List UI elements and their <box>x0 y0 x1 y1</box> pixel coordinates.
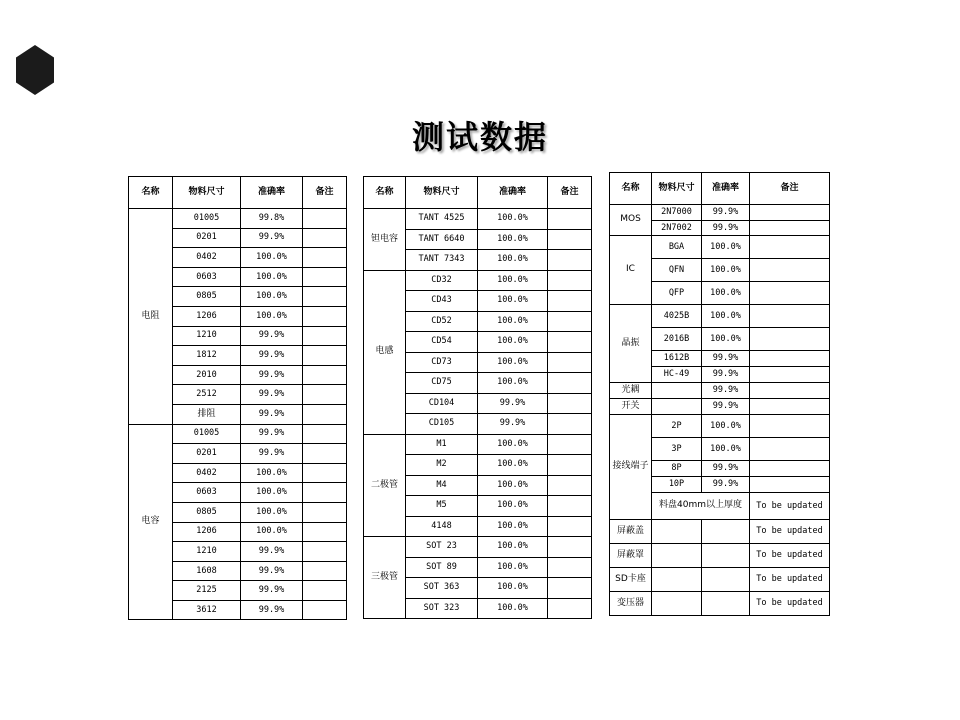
table-row <box>610 205 830 221</box>
rate-cell: 100.0% <box>478 352 548 373</box>
note-cell <box>548 311 592 332</box>
size-cell: CD105 <box>406 414 478 435</box>
note-cell <box>548 578 592 599</box>
note-cell <box>750 351 830 367</box>
note-cell <box>750 328 830 351</box>
category-name: MOS <box>610 205 652 236</box>
size-cell: 2512 <box>173 385 241 405</box>
size-cell: 1206 <box>173 306 241 326</box>
tray-thickness-cell: 料盘40mm以上厚度 <box>652 493 750 520</box>
rate-cell: 100.0% <box>241 483 303 503</box>
rate-cell: 99.9% <box>241 424 303 444</box>
rate-cell <box>702 592 750 616</box>
category-name: 二极管 <box>364 434 406 537</box>
size-cell: 2010 <box>173 365 241 385</box>
note-cell <box>750 415 830 438</box>
note-cell <box>750 383 830 399</box>
size-cell: 1210 <box>173 542 241 562</box>
size-cell: CD75 <box>406 373 478 394</box>
table-row <box>129 424 347 444</box>
header-accuracy: 准确率 <box>241 177 303 209</box>
note-cell <box>548 557 592 578</box>
header-note: 备注 <box>303 177 347 209</box>
note-cell <box>750 461 830 477</box>
category-name: 钽电容 <box>364 209 406 271</box>
note-cell <box>548 537 592 558</box>
test-data-table-resistor-capacitor <box>128 176 347 620</box>
rate-cell: 99.9% <box>241 346 303 366</box>
rate-cell: 100.0% <box>702 328 750 351</box>
note-cell <box>303 502 347 522</box>
table-row <box>364 537 592 558</box>
rate-cell: 100.0% <box>478 250 548 271</box>
rate-cell <box>702 568 750 592</box>
size-cell <box>652 383 702 399</box>
table-row <box>364 434 592 455</box>
rate-cell: 100.0% <box>478 332 548 353</box>
note-cell <box>303 600 347 620</box>
note-cell <box>750 367 830 383</box>
category-name: 电阻 <box>129 209 173 425</box>
note-cell: To be updated <box>750 592 830 616</box>
table-row <box>610 305 830 328</box>
note-cell <box>303 248 347 268</box>
note-cell <box>548 475 592 496</box>
category-name: 屏蔽罩 <box>610 544 652 568</box>
rate-cell: 99.8% <box>241 209 303 229</box>
rate-cell: 99.9% <box>702 383 750 399</box>
table-row <box>129 209 347 229</box>
rate-cell: 100.0% <box>702 305 750 328</box>
rate-cell: 100.0% <box>702 259 750 282</box>
header-size: 物料尺寸 <box>652 173 702 205</box>
size-cell: M5 <box>406 496 478 517</box>
rate-cell: 100.0% <box>241 248 303 268</box>
note-cell <box>303 209 347 229</box>
rate-cell: 100.0% <box>478 229 548 250</box>
rate-cell: 100.0% <box>702 415 750 438</box>
rate-cell: 100.0% <box>478 209 548 230</box>
rate-cell <box>702 544 750 568</box>
size-cell <box>652 399 702 415</box>
size-cell: 01005 <box>173 209 241 229</box>
size-cell: TANT 4525 <box>406 209 478 230</box>
rate-cell: 100.0% <box>241 267 303 287</box>
size-cell: 0402 <box>173 463 241 483</box>
category-name: 三极管 <box>364 537 406 619</box>
rate-cell: 99.9% <box>241 581 303 601</box>
size-cell: 2125 <box>173 581 241 601</box>
size-cell: 4148 <box>406 516 478 537</box>
note-cell: To be updated <box>750 520 830 544</box>
size-cell: CD32 <box>406 270 478 291</box>
size-cell: 3612 <box>173 600 241 620</box>
header-name: 名称 <box>364 177 406 209</box>
rate-cell <box>702 520 750 544</box>
note-cell <box>750 282 830 305</box>
size-cell: 1812 <box>173 346 241 366</box>
rate-cell: 99.9% <box>241 404 303 424</box>
note-cell <box>303 306 347 326</box>
rate-cell: 99.9% <box>241 326 303 346</box>
size-cell: 0805 <box>173 287 241 307</box>
note-cell <box>303 365 347 385</box>
note-cell <box>303 581 347 601</box>
rate-cell: 100.0% <box>478 455 548 476</box>
rate-cell: 100.0% <box>478 291 548 312</box>
note-cell <box>548 496 592 517</box>
category-name: 晶振 <box>610 305 652 383</box>
note-cell <box>548 352 592 373</box>
size-cell <box>652 520 702 544</box>
rate-cell: 99.9% <box>478 414 548 435</box>
header-note: 备注 <box>548 177 592 209</box>
note-cell <box>303 522 347 542</box>
table-row <box>610 592 830 616</box>
size-cell: 1206 <box>173 522 241 542</box>
header-size: 物料尺寸 <box>173 177 241 209</box>
rate-cell: 100.0% <box>478 496 548 517</box>
size-cell: 4025B <box>652 305 702 328</box>
note-cell <box>303 267 347 287</box>
category-name: 接线端子 <box>610 415 652 520</box>
note-cell <box>303 561 347 581</box>
table-row <box>610 383 830 399</box>
size-cell: 2016B <box>652 328 702 351</box>
category-name: 屏蔽盖 <box>610 520 652 544</box>
size-cell: 1612B <box>652 351 702 367</box>
header-name: 名称 <box>129 177 173 209</box>
category-name: 变压器 <box>610 592 652 616</box>
header-note: 备注 <box>750 173 830 205</box>
size-cell: 0402 <box>173 248 241 268</box>
table-row <box>610 520 830 544</box>
rate-cell: 99.9% <box>702 399 750 415</box>
note-cell: To be updated <box>750 568 830 592</box>
rate-cell: 100.0% <box>478 516 548 537</box>
note-cell <box>303 424 347 444</box>
size-cell: SOT 363 <box>406 578 478 599</box>
note-cell <box>548 434 592 455</box>
note-cell <box>548 414 592 435</box>
header-size: 物料尺寸 <box>406 177 478 209</box>
size-cell: 0201 <box>173 444 241 464</box>
rate-cell: 100.0% <box>241 287 303 307</box>
note-cell <box>548 598 592 619</box>
rate-cell: 100.0% <box>478 578 548 599</box>
note-cell <box>303 463 347 483</box>
table-row <box>364 209 592 230</box>
size-cell: 1608 <box>173 561 241 581</box>
category-name: SD卡座 <box>610 568 652 592</box>
note-cell <box>548 250 592 271</box>
rate-cell: 99.9% <box>241 542 303 562</box>
note-cell <box>750 438 830 461</box>
table-row <box>364 270 592 291</box>
size-cell: 0603 <box>173 267 241 287</box>
note-cell <box>548 516 592 537</box>
note-cell <box>548 229 592 250</box>
header-name: 名称 <box>610 173 652 205</box>
size-cell: 2N7000 <box>652 205 702 221</box>
category-name: 电容 <box>129 424 173 620</box>
note-cell <box>750 259 830 282</box>
page-title: 测试数据 <box>411 118 548 156</box>
size-cell: TANT 7343 <box>406 250 478 271</box>
table-row <box>610 544 830 568</box>
size-cell: CD73 <box>406 352 478 373</box>
note-cell <box>750 236 830 259</box>
rate-cell: 100.0% <box>241 502 303 522</box>
size-cell: SOT 23 <box>406 537 478 558</box>
note-cell <box>750 221 830 236</box>
rate-cell: 99.9% <box>702 221 750 236</box>
size-cell: CD52 <box>406 311 478 332</box>
note-cell <box>303 542 347 562</box>
rate-cell: 100.0% <box>478 557 548 578</box>
rate-cell: 100.0% <box>478 311 548 332</box>
note-cell <box>548 291 592 312</box>
size-cell: 10P <box>652 477 702 493</box>
size-cell: QFN <box>652 259 702 282</box>
category-name: IC <box>610 236 652 305</box>
rate-cell: 100.0% <box>241 463 303 483</box>
note-cell <box>303 326 347 346</box>
size-cell: 3P <box>652 438 702 461</box>
rate-cell: 99.9% <box>241 365 303 385</box>
note-cell <box>548 455 592 476</box>
rate-cell: 99.9% <box>478 393 548 414</box>
note-cell <box>303 346 347 366</box>
size-cell: 01005 <box>173 424 241 444</box>
size-cell: 0603 <box>173 483 241 503</box>
rate-cell: 100.0% <box>478 537 548 558</box>
rate-cell: 100.0% <box>241 306 303 326</box>
note-cell <box>750 305 830 328</box>
note-cell <box>548 209 592 230</box>
size-cell: BGA <box>652 236 702 259</box>
size-cell: QFP <box>652 282 702 305</box>
note-cell <box>750 477 830 493</box>
test-data-table-tantalum-inductor-diode-transistor <box>363 176 592 619</box>
note-cell <box>548 270 592 291</box>
note-cell <box>303 228 347 248</box>
category-name: 开关 <box>610 399 652 415</box>
size-cell: M4 <box>406 475 478 496</box>
note-cell <box>303 287 347 307</box>
size-cell: 2N7002 <box>652 221 702 236</box>
size-cell: 1210 <box>173 326 241 346</box>
size-cell <box>652 568 702 592</box>
size-cell: CD104 <box>406 393 478 414</box>
note-cell <box>303 404 347 424</box>
rate-cell: 99.9% <box>241 600 303 620</box>
note-cell <box>303 385 347 405</box>
note-cell: To be updated <box>750 544 830 568</box>
test-data-table-mos-ic-crystal-misc <box>609 172 830 616</box>
rate-cell: 99.9% <box>241 385 303 405</box>
rate-cell: 99.9% <box>702 205 750 221</box>
rate-cell: 100.0% <box>702 282 750 305</box>
rate-cell: 100.0% <box>702 438 750 461</box>
size-cell: 2P <box>652 415 702 438</box>
table-row <box>610 399 830 415</box>
size-cell: CD54 <box>406 332 478 353</box>
table-row <box>610 236 830 259</box>
size-cell: SOT 323 <box>406 598 478 619</box>
category-name: 光耦 <box>610 383 652 399</box>
note-cell <box>303 483 347 503</box>
rate-cell: 99.9% <box>241 561 303 581</box>
size-cell: 排阻 <box>173 404 241 424</box>
category-name: 电感 <box>364 270 406 434</box>
rate-cell: 100.0% <box>478 475 548 496</box>
size-cell <box>652 592 702 616</box>
note-cell: To be updated <box>750 493 830 520</box>
note-cell <box>303 444 347 464</box>
note-cell <box>750 205 830 221</box>
note-cell <box>548 393 592 414</box>
table-row <box>610 568 830 592</box>
size-cell <box>652 544 702 568</box>
rate-cell: 100.0% <box>478 270 548 291</box>
size-cell: HC-49 <box>652 367 702 383</box>
rate-cell: 99.9% <box>241 228 303 248</box>
size-cell: CD43 <box>406 291 478 312</box>
rate-cell: 100.0% <box>702 236 750 259</box>
note-cell <box>750 399 830 415</box>
size-cell: M2 <box>406 455 478 476</box>
rate-cell: 99.9% <box>702 461 750 477</box>
table-row <box>610 415 830 438</box>
rate-cell: 99.9% <box>241 444 303 464</box>
size-cell: SOT 89 <box>406 557 478 578</box>
header-accuracy: 准确率 <box>702 173 750 205</box>
size-cell: M1 <box>406 434 478 455</box>
size-cell: TANT 6640 <box>406 229 478 250</box>
rate-cell: 99.9% <box>702 351 750 367</box>
size-cell: 0201 <box>173 228 241 248</box>
rate-cell: 100.0% <box>478 434 548 455</box>
size-cell: 8P <box>652 461 702 477</box>
note-cell <box>548 332 592 353</box>
rate-cell: 100.0% <box>241 522 303 542</box>
rate-cell: 99.9% <box>702 367 750 383</box>
rate-cell: 100.0% <box>478 598 548 619</box>
size-cell: 0805 <box>173 502 241 522</box>
hexagon-logo-icon <box>16 45 54 95</box>
header-accuracy: 准确率 <box>478 177 548 209</box>
note-cell <box>548 373 592 394</box>
rate-cell: 99.9% <box>702 477 750 493</box>
rate-cell: 100.0% <box>478 373 548 394</box>
